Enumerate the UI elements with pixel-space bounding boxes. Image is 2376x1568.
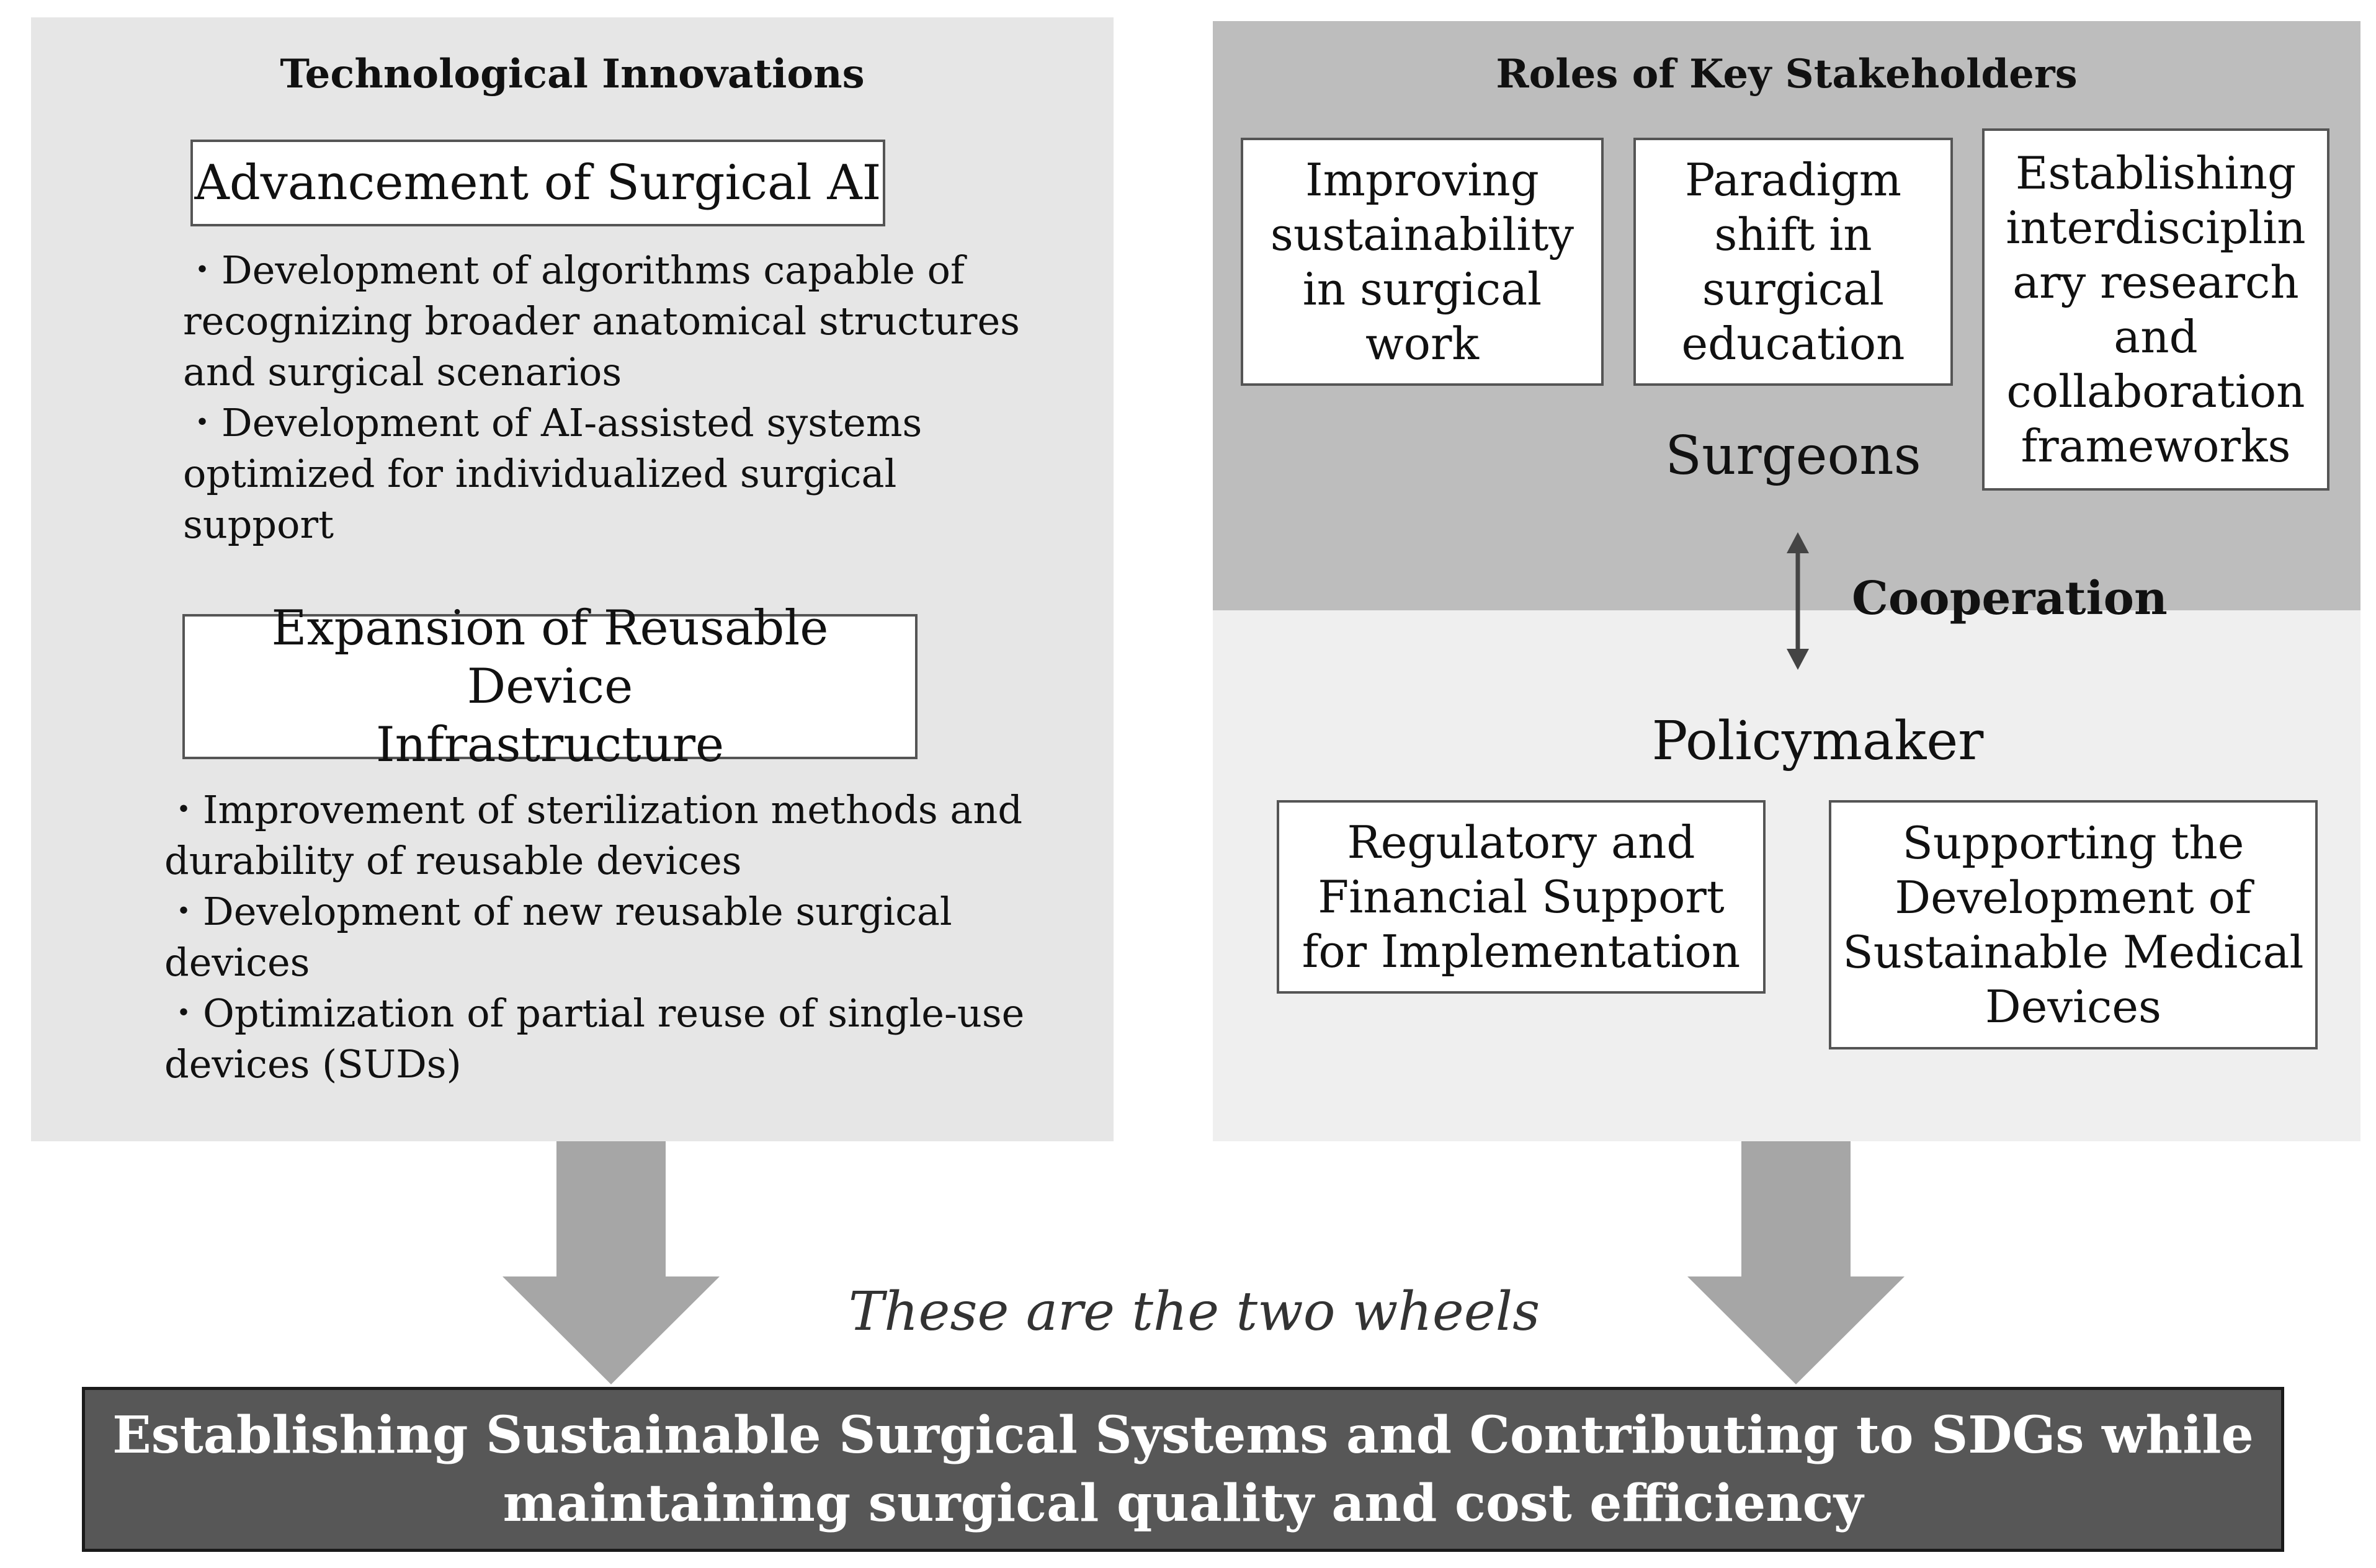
role-line: Development of [1895,871,2252,924]
role-line: Financial Support [1318,871,1725,923]
role-line: surgical [1702,263,1885,315]
role-line: frameworks [2021,420,2291,472]
policy-role-sustainable-devices-box [1829,800,2318,1049]
bullet-line: devices (SUDs) [164,1041,462,1087]
reusable-device-label-line1: Expansion of Reusable Device [271,600,829,715]
role-line: Improving [1305,154,1539,206]
role-line: Supporting the [1902,817,2244,869]
reusable-device-bullets [164,785,1083,1090]
cooperation-label: Cooperation [1852,572,2168,625]
right-down-arrow-icon [1687,1141,1905,1384]
role-line: and [2114,311,2198,363]
bullet-line: support [183,502,334,547]
role-line: shift in [1714,208,1872,261]
goal-line-1: Establishing Sustainable Surgical Systems and Contributing to SDGs while [112,1405,2254,1465]
bullet-line: ・Development of algorithms capable of [183,247,965,293]
bullet-line: ・Optimization of partial reuse of single-use [164,991,1025,1036]
policymaker-label: Policymaker [1651,710,1984,772]
bullet-line: devices [164,940,310,985]
role-line: ary research [2012,256,2299,308]
surgical-ai-box [190,140,885,226]
role-line: Paradigm [1685,154,1901,206]
surgical-ai-label: Advancement of Surgical AI [194,155,882,211]
two-wheels-caption: These are the two wheels [848,1281,1540,1343]
policy-role-regulatory-box [1277,800,1766,994]
role-line: interdisciplin [2006,202,2306,254]
reusable-device-box [182,600,918,773]
reusable-device-label-line2: Infrastructure [375,717,725,773]
role-line: Regulatory and [1347,816,1695,868]
technological-innovations-title: Technological Innovations [280,51,865,97]
bullet-line: optimized for individualized surgical [183,451,897,496]
role-line: in surgical [1302,263,1542,315]
surgeon-role-education-box [1633,138,1953,386]
surgeons-label: Surgeons [1665,425,1921,487]
role-line: work [1365,318,1479,370]
sustainable-systems-goal-box [82,1387,2284,1552]
role-line: sustainability [1270,208,1574,261]
role-line: Devices [1985,981,2161,1033]
bullet-line: ・Development of new reusable surgical [164,889,952,934]
role-line: Establishing [2015,147,2297,199]
goal-line-2: maintaining surgical quality and cost efficiency [502,1474,1864,1533]
bullet-line: recognizing broader anatomical structures [183,298,1020,344]
surgeon-role-research-box [1982,128,2329,491]
surgical-ai-bullets [183,245,1052,550]
bullet-line: and surgical scenarios [183,349,622,394]
stakeholders-title: Roles of Key Stakeholders [1496,51,2078,97]
left-down-arrow-icon [502,1141,720,1384]
bullet-line: durability of reusable devices [164,838,742,883]
role-line: Sustainable Medical [1842,926,2304,978]
role-line: for Implementation [1302,925,1741,978]
role-line: collaboration [2006,365,2305,417]
bullet-line: ・Improvement of sterilization methods and [164,787,1023,832]
role-line: education [1681,318,1905,370]
bullet-line: ・Development of AI-assisted systems [183,400,922,445]
surgeon-role-sustainability-box [1241,138,1604,386]
